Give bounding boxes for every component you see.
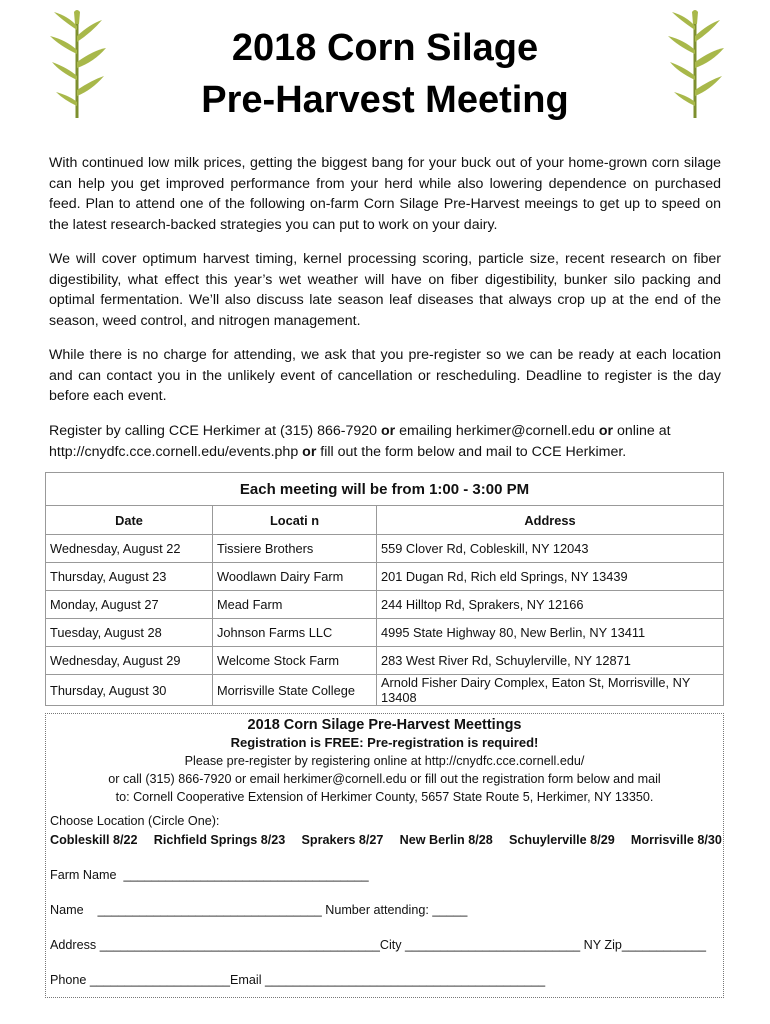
register-or-2: or — [598, 423, 614, 439]
intro-paragraph: With continued low milk prices, getting the biggest bang for your buck out of your home-grown corn silage can help you get improved performance from your herd while also lowering dependence on purchased feed. Plan to attend one of the following on-farm Corn Silage Pre-Harvest meeings to get up to speed on the latest research-backed strategies you can put to work on your dairy. — [49, 155, 721, 233]
row-date: Wednesday, August 29 — [46, 647, 213, 675]
row-location: Morrisville State College — [213, 675, 377, 706]
row-location: Welcome Stock Farm — [213, 647, 377, 675]
row-location: Tissiere Brothers — [213, 535, 377, 563]
address-field[interactable]: Address ________________________________________City _________________________ NY Zip____________ — [50, 938, 706, 952]
row-address: 244 Hilltop Rd, Sprakers, NY 12166 — [377, 591, 724, 619]
register-text-c: online at http://cnydfc.cce.cornell.edu/events.php — [49, 423, 671, 460]
row-address: 4995 State Highway 80, New Berlin, NY 13411 — [377, 619, 724, 647]
row-date: Wednesday, August 22 — [46, 535, 213, 563]
registration-info-line-2: or call (315) 866-7920 or email herkimer@cornell.edu or fill out the registration form below and mail — [108, 772, 661, 786]
location-option[interactable]: Sprakers 8/27 — [301, 833, 384, 847]
table-row — [46, 647, 724, 675]
location-options — [50, 833, 722, 847]
table-row — [46, 591, 724, 619]
title-line-2: Pre-Harvest Meeting — [201, 79, 569, 121]
corn-stalk-icon — [664, 10, 726, 120]
row-location: Mead Farm — [213, 591, 377, 619]
registration-subheading: Registration is FREE: Pre-registration is required! — [230, 735, 539, 750]
row-location: Woodlawn Dairy Farm — [213, 563, 377, 591]
location-option[interactable]: New Berlin 8/28 — [399, 833, 493, 847]
title-line-1: 2018 Corn Silage — [231, 27, 539, 69]
preregister-paragraph: While there is no charge for attending, we ask that you pre-register so we can be ready at each location and can contact you in the unlikely event of cancellation or rescheduling. Deadline to register is the day before each event. — [49, 347, 721, 404]
row-address: 559 Clover Rd, Cobleskill, NY 12043 — [377, 535, 724, 563]
page-title — [120, 22, 650, 126]
table-row — [46, 675, 724, 706]
row-address: 201 Dugan Rd, Rich eld Springs, NY 13439 — [377, 563, 724, 591]
topics-paragraph: We will cover optimum harvest timing, kernel processing scoring, particle size, recent research on fiber digestibility, what effect this year’s wet weather will have on fiber digestibility, bunker silo packing and optimal fermentation. We’ll also discuss late season leaf diseases that always crop up at the end of the season, weed control, and nitrogen management. — [49, 251, 721, 329]
register-or-3: or — [302, 443, 317, 460]
schedule-heading: Each meeting will be from 1:00 - 3:00 PM — [46, 473, 724, 506]
location-option[interactable]: Schuylerville 8/29 — [508, 833, 615, 847]
corn-stalk-icon — [46, 10, 108, 120]
register-or-1: or — [380, 423, 396, 439]
row-location: Johnson Farms LLC — [213, 619, 377, 647]
location-option[interactable]: Cobleskill 8/22 — [50, 833, 138, 847]
schedule-table — [45, 472, 724, 706]
register-text-b: emailing herkimer@cornell.edu — [395, 423, 599, 439]
location-option[interactable]: Richfield Springs 8/23 — [153, 833, 286, 847]
registration-info-line-3: to: Cornell Cooperative Extension of Herkimer County, 5657 State Route 5, Herkimer, NY 13350. — [115, 790, 654, 804]
row-date: Monday, August 27 — [46, 591, 213, 619]
farm-name-field[interactable]: Farm Name ___________________________________ — [50, 868, 369, 882]
choose-location-label: Choose Location (Circle One): — [50, 814, 220, 828]
column-header-location: Locati n — [213, 506, 377, 535]
registration-heading: 2018 Corn Silage Pre-Harvest Meettings — [247, 717, 522, 733]
table-row — [46, 619, 724, 647]
row-address: 283 West River Rd, Schuylerville, NY 12871 — [377, 647, 724, 675]
register-text-a: Register by calling CCE Herkimer at (315) 866-7920 — [49, 423, 381, 439]
registration-form — [45, 713, 724, 998]
row-date: Thursday, August 30 — [46, 675, 213, 706]
row-date: Thursday, August 23 — [46, 563, 213, 591]
table-row — [46, 563, 724, 591]
register-paragraph — [49, 421, 721, 462]
column-header-date: Date — [46, 506, 213, 535]
row-address: Arnold Fisher Dairy Complex, Eaton St, Morrisville, NY 13408 — [377, 675, 724, 706]
name-and-number-field[interactable]: Name ________________________________ Number attending: _____ — [50, 903, 468, 917]
column-header-address: Address — [377, 506, 724, 535]
register-text-d: fill out the form below and mail to CCE Herkimer. — [316, 443, 627, 460]
registration-info — [46, 752, 723, 806]
table-row — [46, 535, 724, 563]
registration-info-line-1: Please pre-register by registering online at http://cnydfc.cce.cornell.edu/ — [184, 754, 585, 768]
phone-email-field[interactable]: Phone ____________________Email ________________________________________ — [50, 973, 546, 987]
location-option[interactable]: Morrisville 8/30 — [630, 833, 722, 847]
row-date: Tuesday, August 28 — [46, 619, 213, 647]
